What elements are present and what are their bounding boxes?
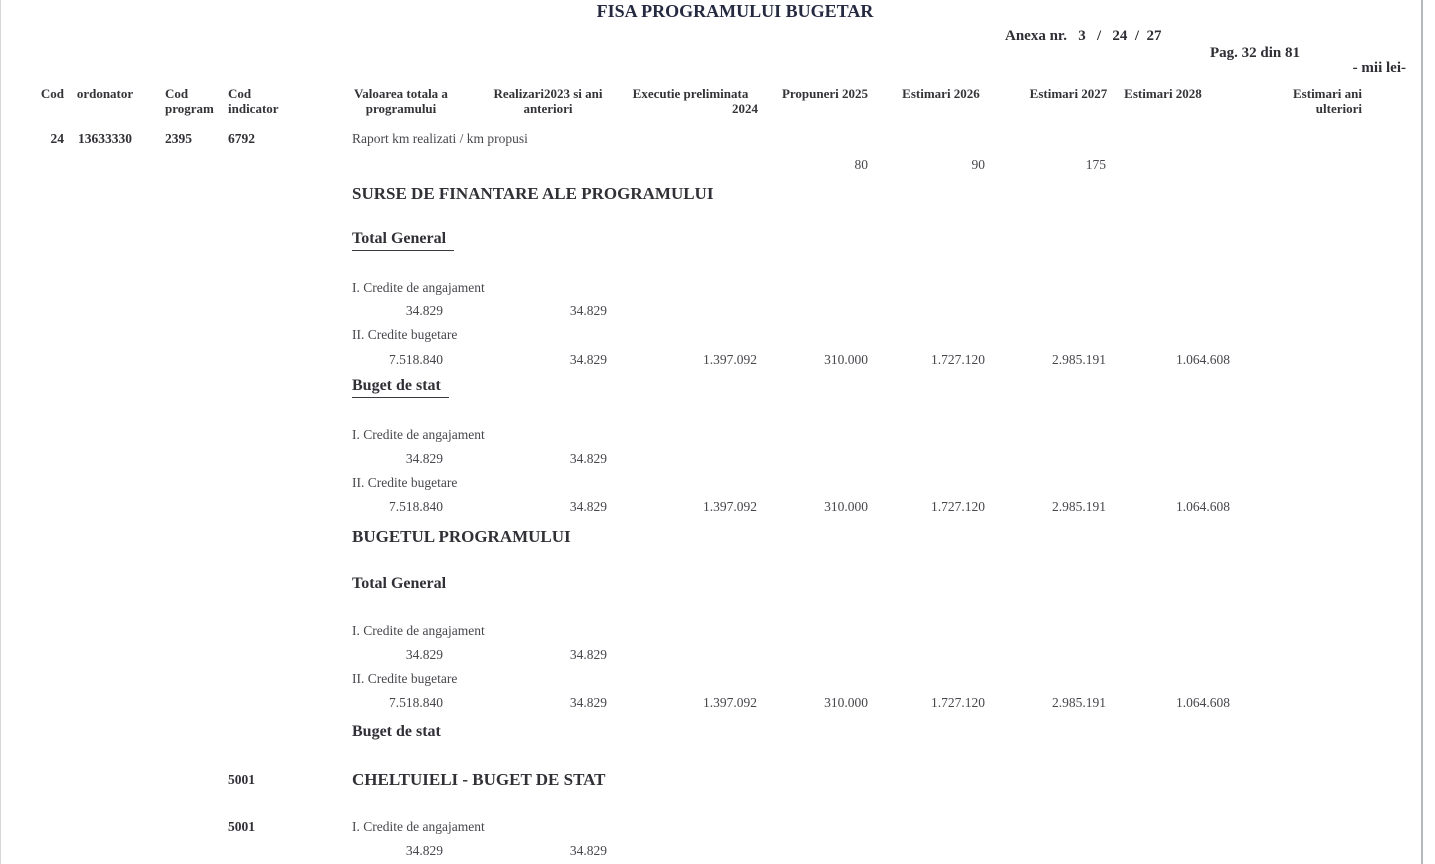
indicator-estimari-2027-value: 175: [1085, 157, 1106, 172]
indicator-cod-program: 2395: [165, 131, 192, 146]
credit-angajament-label: I. Credite de angajament: [352, 280, 485, 295]
indicator-cod: 24: [50, 131, 64, 146]
credit-value: 34.829: [405, 843, 443, 858]
cheltuieli-cod: 5001: [228, 772, 255, 787]
credit-bugetare-label: II. Credite bugetare: [352, 475, 458, 490]
credit-value: 1.397.092: [703, 499, 757, 514]
credit-value: 34.829: [405, 451, 443, 466]
credit-value: 34.829: [569, 451, 607, 466]
credit-value: 1.727.120: [931, 695, 985, 710]
credit-value: 1.064.608: [1176, 499, 1230, 514]
credit-angajament-label: I. Credite de angajament: [352, 623, 485, 638]
col-header-executie-2: 2024: [732, 101, 758, 116]
credit-value: 34.829: [569, 352, 607, 367]
col-header-cod-program: Cod: [165, 86, 189, 101]
credit-value: 1.397.092: [703, 352, 757, 367]
indicator-descriere: Raport km realizati / km propusi: [352, 131, 528, 146]
col-header-valoarea-totala-2: programului: [365, 101, 437, 116]
credit-value: 34.829: [569, 499, 607, 514]
indicator-propuneri-2025-value: 80: [854, 157, 868, 172]
credit-value: 2.985.191: [1052, 499, 1106, 514]
doc-title: FISA PROGRAMULUI BUGETAR: [596, 1, 874, 21]
col-header-ordonator: ordonator: [76, 86, 134, 101]
col-header-executie: Executie preliminata: [632, 86, 749, 101]
credit-value: 34.829: [405, 303, 443, 318]
credit-value: 34.829: [569, 695, 607, 710]
credit-value: 7.518.840: [389, 352, 443, 367]
surse-buget-stat-title: Buget de stat: [352, 377, 449, 398]
col-header-estimari-2027: Estimari 2027: [1029, 86, 1108, 101]
cheltuieli-heading: CHELTUIELI - BUGET DE STAT: [352, 770, 606, 789]
credit-value: 34.829: [569, 303, 607, 318]
col-header-estimari-2028: Estimari 2028: [1124, 86, 1202, 101]
col-header-estimari-ani-2: ulteriori: [1315, 101, 1362, 116]
credit-value: 1.727.120: [931, 352, 985, 367]
credit-value: 1.397.092: [703, 695, 757, 710]
bugetul-buget-stat-title: Buget de stat: [352, 723, 441, 740]
bugetul-heading: BUGETUL PROGRAMULUI: [352, 527, 571, 546]
credit-value: 2.985.191: [1052, 695, 1106, 710]
col-header-cod-program-2: program: [165, 101, 214, 116]
col-header-propuneri-2025: Propuneri 2025: [781, 86, 869, 101]
credit-bugetare-label: II. Credite bugetare: [352, 671, 458, 686]
col-header-estimari-ani: Estimari ani: [1293, 86, 1362, 101]
col-header-cod: Cod: [40, 86, 64, 101]
credit-value: 1.064.608: [1176, 695, 1230, 710]
col-header-realizari: Realizari2023 si ani: [493, 86, 603, 101]
credit-value: 34.829: [569, 647, 607, 662]
bugetul-total-general-title: Total General: [352, 575, 447, 592]
credit-value: 310.000: [824, 695, 868, 710]
credit-value: 310.000: [824, 499, 868, 514]
credit-value: 1.064.608: [1176, 352, 1230, 367]
anexa-ref: Anexa nr. 3 / 24 / 27: [1005, 28, 1162, 44]
credit-value: 310.000: [824, 352, 868, 367]
credit-value: 34.829: [569, 843, 607, 858]
page-indicator: Pag. 32 din 81: [1210, 45, 1301, 61]
indicator-estimari-2026-value: 90: [971, 157, 985, 172]
unit-label: - mii lei-: [1352, 60, 1406, 76]
col-header-cod-indicator-2: indicator: [228, 101, 279, 116]
col-header-estimari-2026: Estimari 2026: [902, 86, 980, 101]
indicator-cod-indicator: 6792: [228, 131, 255, 146]
credit-value: 7.518.840: [389, 499, 443, 514]
credit-value: 34.829: [405, 647, 443, 662]
surse-total-general-title: Total General: [352, 230, 454, 251]
page-left-border: [0, 0, 1, 864]
col-header-realizari-2: anteriori: [523, 101, 573, 116]
credit-value: 2.985.191: [1052, 352, 1106, 367]
credit-angajament-label: I. Credite de angajament: [352, 427, 485, 442]
credit-value: 1.727.120: [931, 499, 985, 514]
credit-bugetare-label: II. Credite bugetare: [352, 327, 458, 342]
surse-heading: SURSE DE FINANTARE ALE PROGRAMULUI: [352, 184, 714, 203]
col-header-valoarea-totala: Valoarea totala a: [354, 86, 448, 101]
credit-value: 7.518.840: [389, 695, 443, 710]
credit-angajament-label: I. Credite de angajament: [352, 819, 485, 834]
indicator-ordonator: 13633330: [78, 131, 132, 146]
page-right-border: [1421, 0, 1423, 864]
col-header-cod-indicator: Cod: [228, 86, 252, 101]
cheltuieli-row-cod: 5001: [228, 819, 255, 834]
